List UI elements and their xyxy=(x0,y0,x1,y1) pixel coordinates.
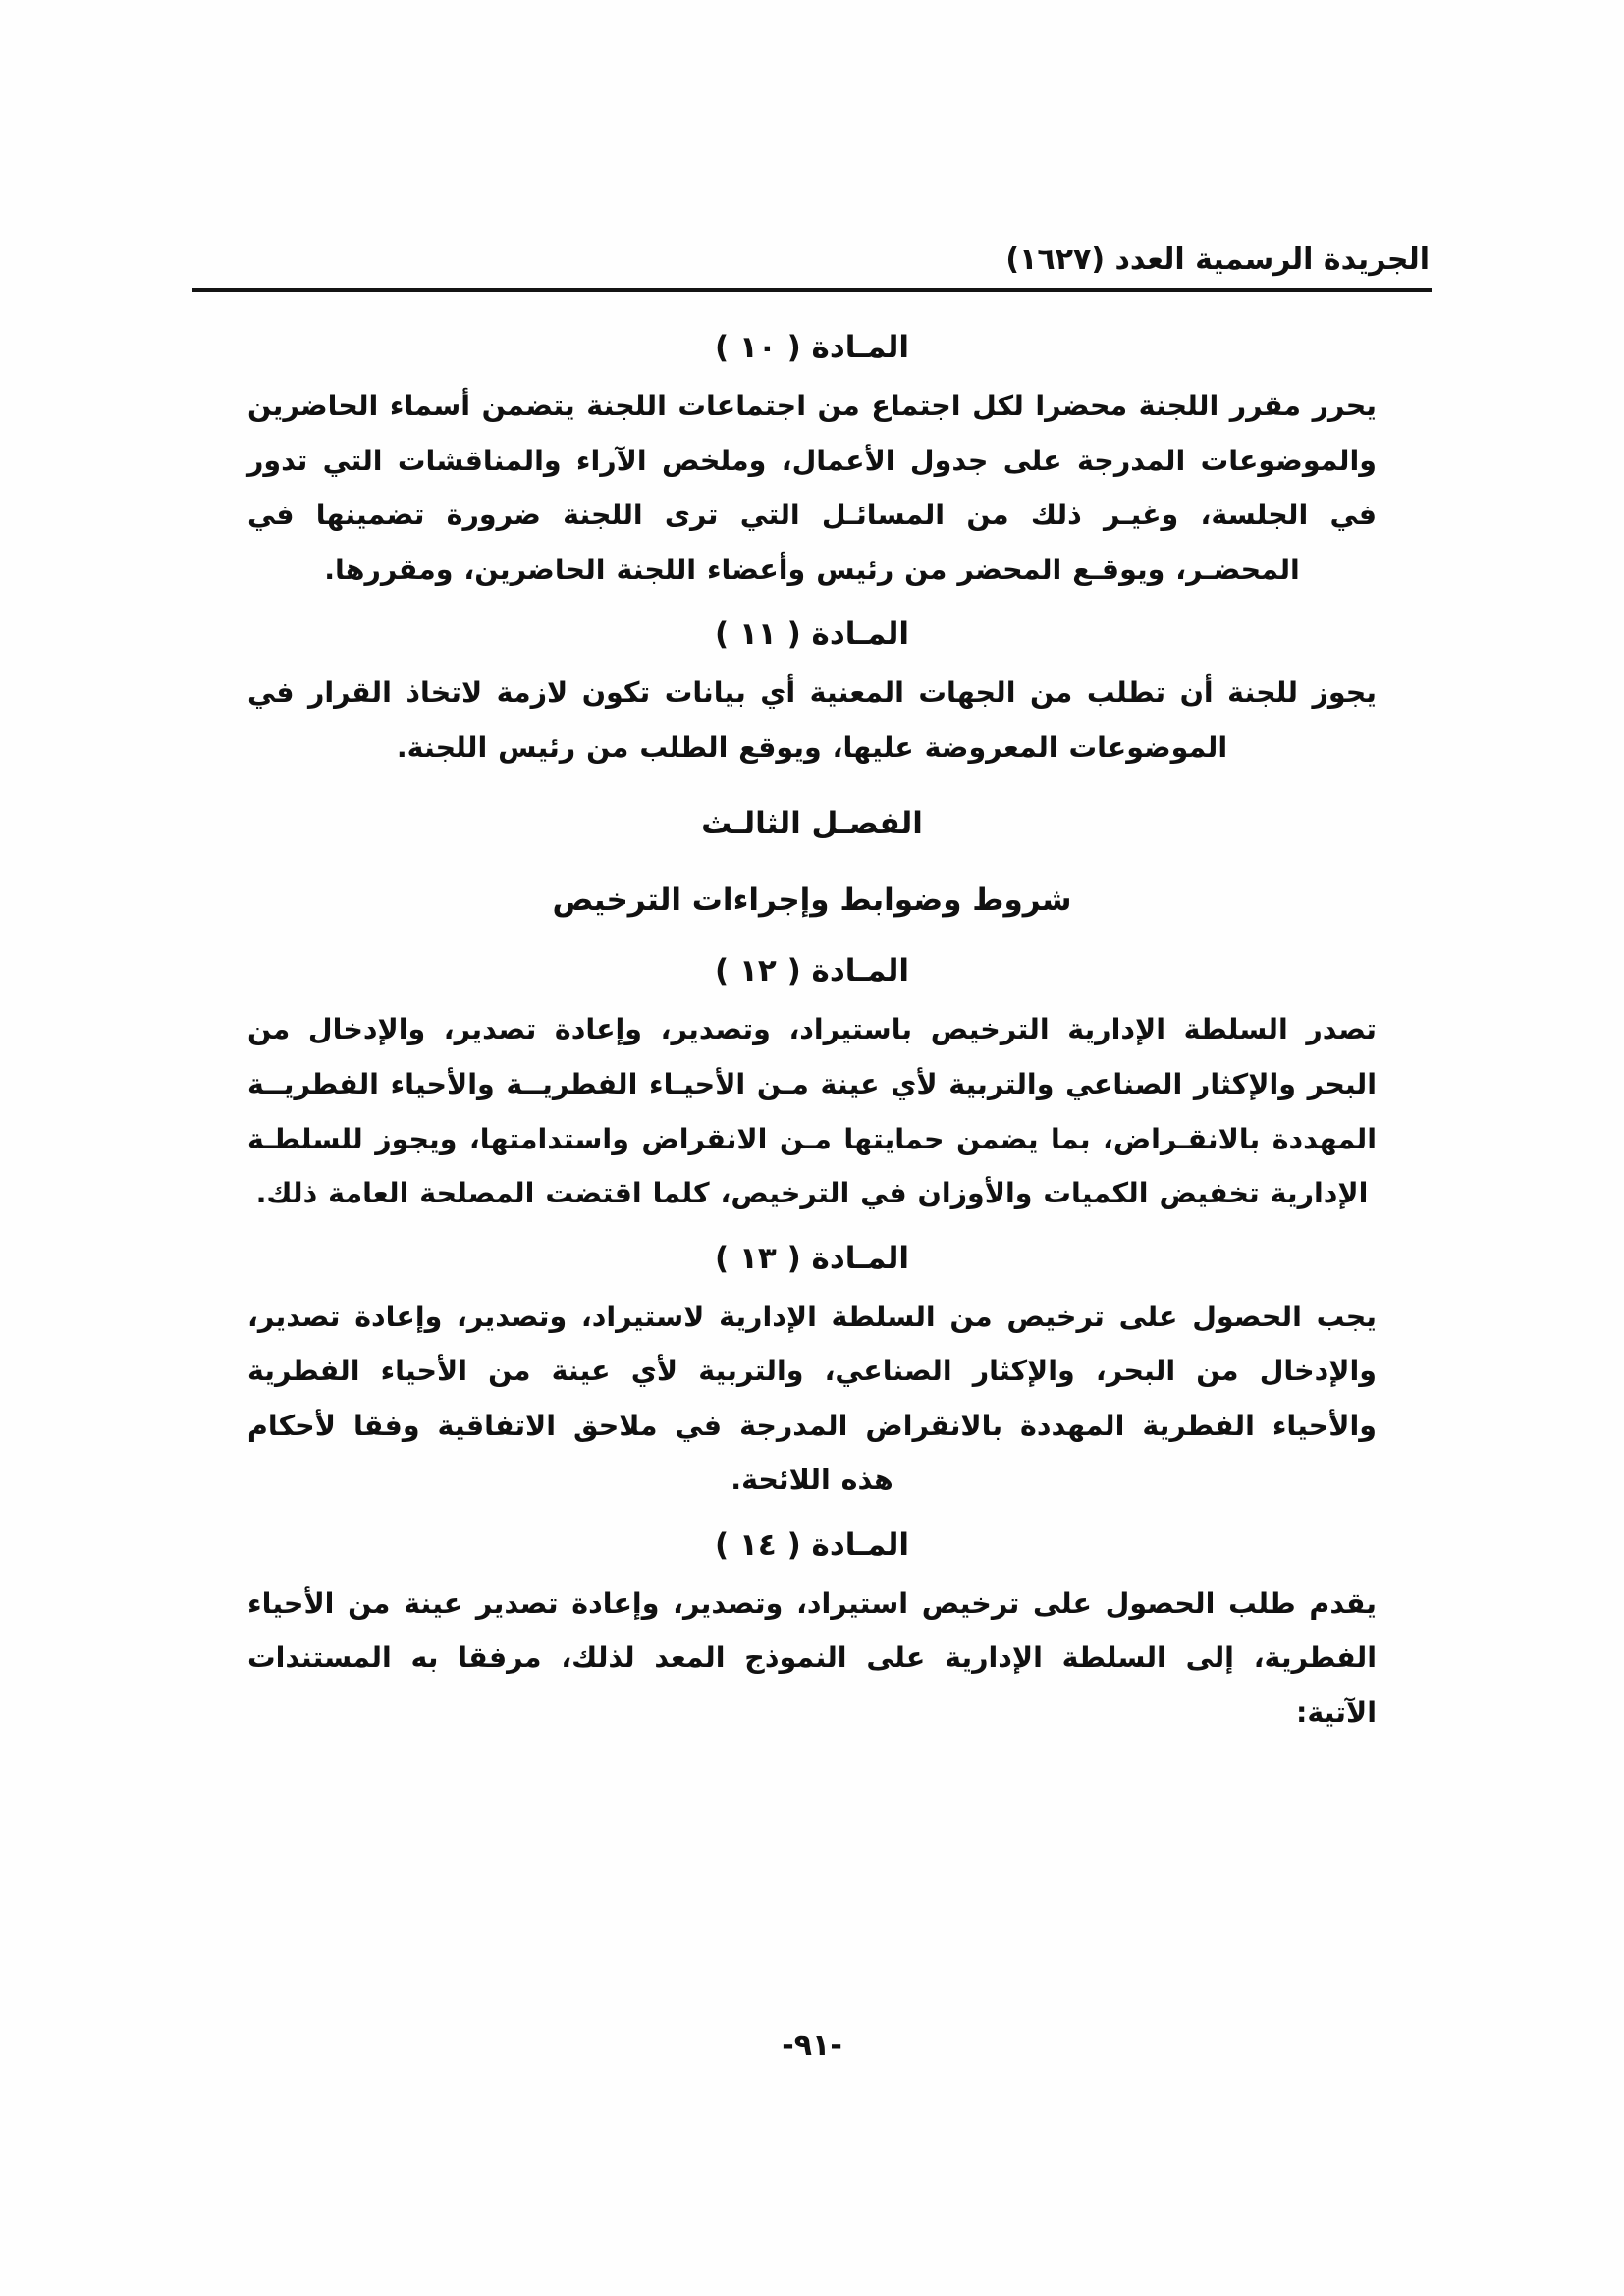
chapter-title: الفصـل الثالـث xyxy=(701,806,923,842)
article-body-10: يحرر مقرر اللجنة محضرا لكل اجتماع من اجتماعات اللجنة يتضمن أسماء الحاضرين والموضوعات المدرجة على جدول الأعمال، وملخص الآراء والمناقشات التي تدور في الجلسة، وغيـر ذلك من المسائـل التي ترى اللجنة ضرورة تضمينها في المحضـر، ويوقـع المحضر من رئيس وأعضاء اللجنة الحاضرين، ومقررها. xyxy=(247,390,1377,586)
article-heading-14: المـادة ( ١٤ ) xyxy=(714,1526,910,1563)
article-body-11: يجوز للجنة أن تطلب من الجهات المعنية أي بيانات تكون لازمة لاتخاذ القرار في الموضوعات المعروضة عليها، ويوقع الطلب من رئيس اللجنة. xyxy=(247,676,1377,764)
document-content xyxy=(247,316,1377,1746)
gazette-issue-label: الجريدة الرسمية العدد (١٦٢٧) xyxy=(1005,242,1430,277)
chapter-subtitle: شروط وضوابط وإجراءات الترخيص xyxy=(552,882,1072,919)
article-heading-10: المـادة ( ١٠ ) xyxy=(714,330,910,365)
article-body-14: يقدم طلب الحصول على ترخيص استيراد، وتصدير، وإعادة تصدير عينة من الأحياء الفطرية، إلى السلطة الإدارية على النموذج المعد لذلك، مرفقا به المستندات الآتية: xyxy=(247,1586,1377,1729)
article-body-12: تصدر السلطة الإدارية الترخيص باستيراد، وتصدير، وإعادة تصدير، والإدخال من البحر والإكثار الصناعي والتربية لأي عينة مـن الأحيـاء الفطريــة والأحياء الفطريــة المهددة بالانقـراض، بما يضمن حمايتها مـن الانقراض واستدامتها، ويجوز للسلطـة الإدارية تخفيض الكميات والأوزان في الترخيص، كلما اقتضت المصلحة العامة ذلك. xyxy=(247,1013,1377,1210)
article-heading-11: المـادة ( ١١ ) xyxy=(714,616,910,653)
article-heading-13: المـادة ( ١٣ ) xyxy=(714,1240,910,1276)
article-body-13: يجب الحصول على ترخيص من السلطة الإدارية لاستيراد، وتصدير، وإعادة تصدير، والإدخال من البحر، والإكثار الصناعي، والتربية لأي عينة من الأحياء الفطرية والأحياء الفطرية المهددة بالانقراض المدرجة في ملاحق الاتفاقية وفقا لأحكام هذه اللائحة. xyxy=(247,1300,1377,1497)
page-running-header xyxy=(192,243,1432,292)
article-heading-12: المـادة ( ١٢ ) xyxy=(714,953,910,989)
page-number: -٩١- xyxy=(782,2028,842,2062)
header-divider-rule xyxy=(192,288,1432,292)
